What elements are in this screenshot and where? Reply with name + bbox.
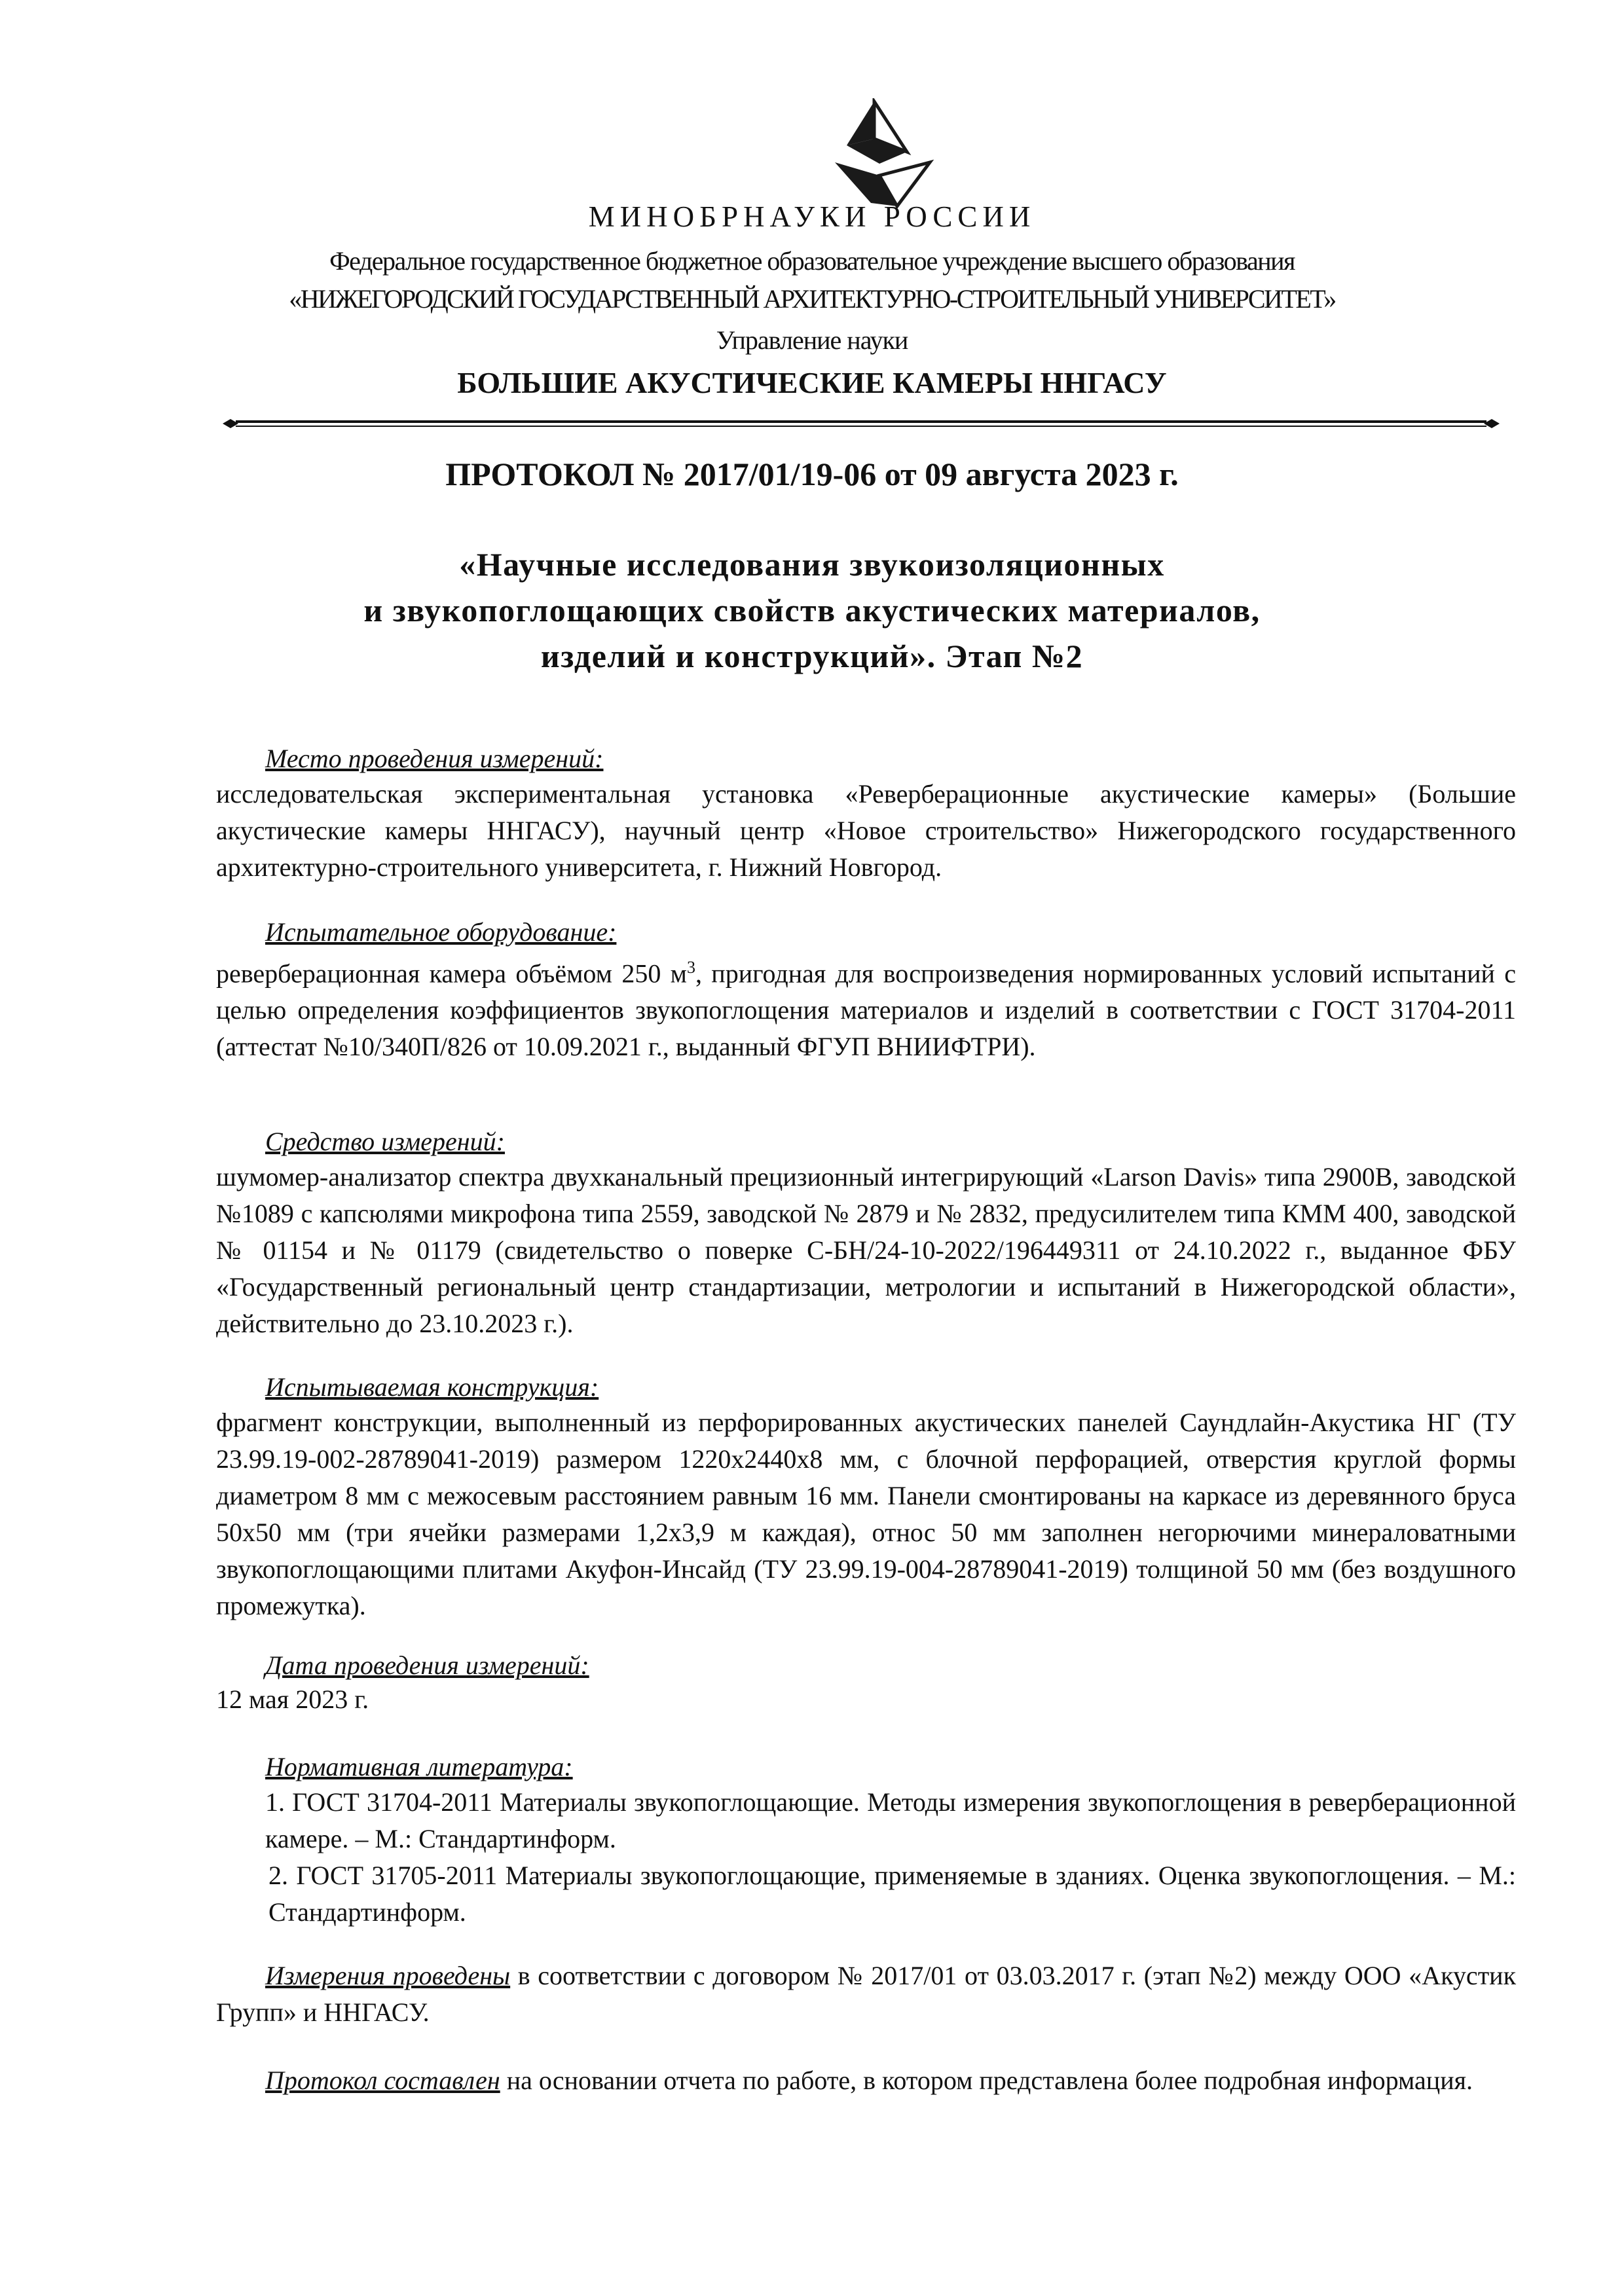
equipment-text bbox=[216, 949, 1516, 1065]
laboratory-name: БОЛЬШИЕ АКУСТИЧЕСКИЕ КАМЕРЫ ННГАСУ bbox=[457, 366, 1167, 399]
conducted-paragraph bbox=[216, 1958, 1516, 2031]
compiled-text: на основании отчета по работе, в котором представлена более подробная информация. bbox=[500, 2066, 1473, 2095]
institution-type: Федеральное государственное бюджетное образовательное учреждение высшего образования bbox=[329, 246, 1295, 276]
protocol-title: ПРОТОКОЛ № 2017/01/19-06 от 09 августа 2023 г. bbox=[445, 456, 1179, 492]
research-title-line-1: «Научные исследования звукоизоляционных bbox=[459, 546, 1165, 583]
pyramid-logo-icon bbox=[809, 98, 940, 210]
date-label: Дата проведения измерений: bbox=[265, 1650, 589, 1680]
instrument-label: Средство измерений: bbox=[265, 1127, 505, 1156]
institution-name: «НИЖЕГОРОДСКИЙ ГОСУДАРСТВЕННЫЙ АРХИТЕКТУРНО-СТРОИТЕЛЬНЫЙ УНИВЕРСИТЕТ» bbox=[289, 284, 1335, 314]
research-title-line-2: и звукопоглощающих свойств акустических материалов, bbox=[363, 592, 1261, 629]
equipment-volume-superscript: 3 bbox=[686, 958, 695, 977]
location-label: Место проведения измерений: bbox=[265, 744, 604, 773]
construction-text: фрагмент конструкции, выполненный из перфорированных акустических панелей Саундлайн-Акустика НГ (ТУ 23.99.19-002-28789041-2019) размером 1220x2440x8 мм, с блочной перфорацией, отверстия круглой формы диаметром 8 мм с межосевым расстоянием равным 16 мм. Панели смонтированы на каркасе из деревянного бруса 50x50 мм (три ячейки размерами 1,2x3,9 м каждая), относ 50 мм заполнен негорючими минераловатными звукопоглощающими плитами Акуфон-Инсайд (ТУ 23.99.19-004-28789041-2019) толщиной 50 мм (без воздушного промежутка). bbox=[216, 1408, 1516, 1620]
equipment-text-end: , пригодная для воспроизведения нормированных условий испытаний с целью определения коэффициентов звукопоглощения материалов и изделий в соответствии с ГОСТ 31704-2011 (аттестат №10/340П/826 от 10.09.2021 г., выданный ФГУП ВНИИФТРИ). bbox=[216, 958, 1517, 1062]
compiled-label: Протокол составлен bbox=[265, 2066, 500, 2095]
literature-item-2: 2. ГОСТ 31705-2011 Материалы звукопоглощающие, применяемые в зданиях. Оценка звукопоглощения. – М.: Стандартинформ. bbox=[268, 1861, 1516, 1927]
compiled-paragraph bbox=[216, 2062, 1516, 2099]
instrument-text: шумомер-анализатор спектра двухканальный прецизионный интегрирующий «Larson Davis» типа 2900B, заводской №1089 с капсюлями микрофона типа 2559, заводской № 2879 и № 2832, предусилителем типа КММ 400, заводской № 01154 и № 01179 (свидетельство о поверке С-БН/24-10-2022/196449311 от 24.10.2022 г., выданное ФБУ «Государственный региональный центр стандартизации, метрологии и испытаний в Нижегородской области», действительно до 23.10.2023 г.). bbox=[216, 1162, 1516, 1338]
ministry-name: МИНОБРНАУКИ РОССИИ bbox=[588, 200, 1036, 233]
literature-item-1: 1. ГОСТ 31704-2011 Материалы звукопоглощающие. Методы измерения звукопоглощения в реверберационной камере. – М.: Стандартинформ. bbox=[265, 1787, 1516, 1853]
literature-label: Нормативная литература: bbox=[265, 1752, 573, 1781]
equipment-label: Испытательное оборудование: bbox=[265, 917, 617, 947]
department-name: Управление науки bbox=[716, 325, 908, 355]
conducted-label: Измерения проведены bbox=[265, 1961, 511, 1990]
location-text: исследовательская экспериментальная установка «Реверберационные акустические камеры» (Большие акустические камеры ННГАСУ), научный центр «Новое строительство» Нижегородского государственного архитектурно-строительного университета, г. Нижний Новгород. bbox=[216, 779, 1516, 882]
construction-label: Испытываемая конструкция: bbox=[265, 1372, 599, 1402]
research-title-line-3: изделий и конструкций». Этап №2 bbox=[540, 638, 1084, 674]
header-divider bbox=[223, 417, 1500, 430]
conducted-text: в соответствии с договором № 2017/01 от 03.03.2017 г. (этап №2) между ООО «Акустик Групп» и ННГАСУ. bbox=[216, 1961, 1517, 2027]
date-text: 12 мая 2023 г. bbox=[216, 1685, 369, 1714]
equipment-text-start: реверберационная камера объёмом 250 м bbox=[216, 958, 687, 989]
